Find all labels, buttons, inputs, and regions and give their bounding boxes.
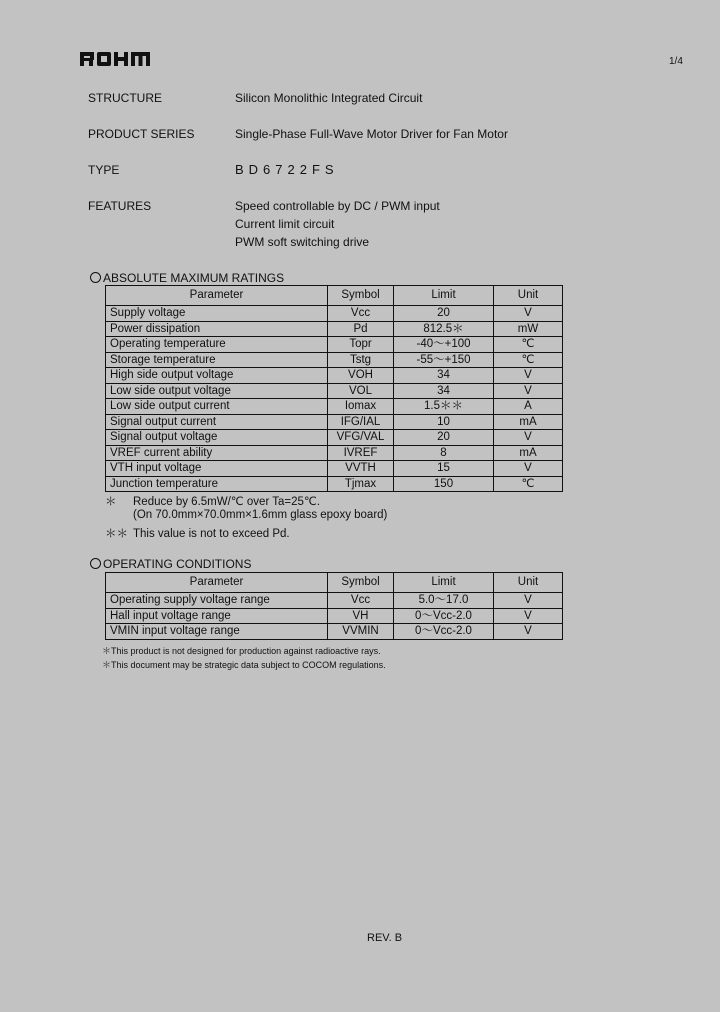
table-header-row xyxy=(106,286,563,306)
feature-item: Current limit circuit xyxy=(235,217,335,231)
symbol-cell: IFG/IAL xyxy=(328,414,394,430)
page-number: 1/4 xyxy=(669,56,683,67)
limit-cell: 20 xyxy=(394,430,494,446)
note-mark: ＊＊ xyxy=(105,528,128,540)
unit-cell: V xyxy=(494,593,563,609)
table-row xyxy=(106,337,563,353)
symbol-cell: Vcc xyxy=(328,306,394,322)
header-parameter: Parameter xyxy=(106,286,328,306)
symbol-cell: Tjmax xyxy=(328,476,394,492)
param-cell: Power dissipation xyxy=(106,321,328,337)
table-row xyxy=(106,321,563,337)
limit-cell: 15 xyxy=(394,461,494,477)
table-row xyxy=(106,352,563,368)
product-series-label: PRODUCT SERIES xyxy=(88,127,195,141)
operating-note: ＊This document may be strategic data subject to COCOM regulations. xyxy=(102,660,386,670)
symbol-cell: IVREF xyxy=(328,445,394,461)
limit-cell: 812.5＊ xyxy=(394,321,494,337)
symbol-cell: Topr xyxy=(328,337,394,353)
header-parameter: Parameter xyxy=(106,573,328,593)
param-cell: High side output voltage xyxy=(106,368,328,384)
feature-item: PWM soft switching drive xyxy=(235,235,370,249)
symbol-cell: Pd xyxy=(328,321,394,337)
limit-cell: 0～Vcc-2.0 xyxy=(394,608,494,624)
header-symbol: Symbol xyxy=(328,573,394,593)
symbol-cell: Iomax xyxy=(328,399,394,415)
symbol-cell: VVMIN xyxy=(328,624,394,640)
unit-cell: ℃ xyxy=(494,476,563,492)
unit-cell: mA xyxy=(494,414,563,430)
operating-title-text: OPERATING CONDITIONS xyxy=(103,557,252,571)
operating-note: ＊This product is not designed for production against radioactive rays. xyxy=(102,646,381,656)
table-row xyxy=(106,624,563,640)
unit-cell: mW xyxy=(494,321,563,337)
header-symbol: Symbol xyxy=(328,286,394,306)
features-label: FEATURES xyxy=(88,199,152,213)
limit-cell: 10 xyxy=(394,414,494,430)
structure-label: STRUCTURE xyxy=(88,91,162,105)
limit-cell: 5.0～17.0 xyxy=(394,593,494,609)
table-row xyxy=(106,383,563,399)
table-header-row xyxy=(106,573,563,593)
param-cell: Operating temperature xyxy=(106,337,328,353)
circle-bullet-icon xyxy=(90,558,101,569)
unit-cell: V xyxy=(494,306,563,322)
limit-cell: 8 xyxy=(394,445,494,461)
note-text: This value is not to exceed Pd. xyxy=(133,528,290,540)
feature-item: Speed controllable by DC / PWM input xyxy=(235,199,440,213)
table-row xyxy=(106,608,563,624)
operating-table xyxy=(105,572,563,640)
symbol-cell: VOL xyxy=(328,383,394,399)
note-text: Reduce by 6.5mW/℃ over Ta=25℃. xyxy=(133,496,321,508)
symbol-cell: Tstg xyxy=(328,352,394,368)
abs-max-title-text: ABSOLUTE MAXIMUM RATINGS xyxy=(103,271,285,285)
abs-max-title xyxy=(90,271,284,285)
operating-title xyxy=(90,557,251,571)
symbol-cell: VH xyxy=(328,608,394,624)
param-cell: Signal output current xyxy=(106,414,328,430)
param-cell: VTH input voltage xyxy=(106,461,328,477)
table-row xyxy=(106,368,563,384)
unit-cell: V xyxy=(494,430,563,446)
header-unit: Unit xyxy=(494,573,563,593)
unit-cell: V xyxy=(494,624,563,640)
param-cell: Hall input voltage range xyxy=(106,608,328,624)
table-row xyxy=(106,414,563,430)
unit-cell: V xyxy=(494,368,563,384)
param-cell: Signal output voltage xyxy=(106,430,328,446)
param-cell: Low side output voltage xyxy=(106,383,328,399)
table-row xyxy=(106,306,563,322)
unit-cell: ℃ xyxy=(494,352,563,368)
symbol-cell: VVTH xyxy=(328,461,394,477)
param-cell: Low side output current xyxy=(106,399,328,415)
symbol-cell: Vcc xyxy=(328,593,394,609)
rohm-logo xyxy=(80,50,150,68)
abs-note-2 xyxy=(105,525,290,541)
product-series-value: Single-Phase Full-Wave Motor Driver for Fan Motor xyxy=(235,127,508,141)
circle-bullet-icon xyxy=(90,272,101,283)
abs-note-1 xyxy=(105,493,320,509)
abs-note-1b: (On 70.0mm×70.0mm×1.6mm glass epoxy board) xyxy=(133,509,388,521)
unit-cell: V xyxy=(494,608,563,624)
limit-cell: 20 xyxy=(394,306,494,322)
symbol-cell: VOH xyxy=(328,368,394,384)
table-row xyxy=(106,461,563,477)
limit-cell: 0～Vcc-2.0 xyxy=(394,624,494,640)
unit-cell: A xyxy=(494,399,563,415)
structure-value: Silicon Monolithic Integrated Circuit xyxy=(235,91,423,105)
param-cell: VREF current ability xyxy=(106,445,328,461)
table-row xyxy=(106,445,563,461)
table-row xyxy=(106,593,563,609)
header-limit: Limit xyxy=(394,573,494,593)
abs-max-table xyxy=(105,285,563,492)
type-value: BD6722FS xyxy=(235,162,339,177)
header-unit: Unit xyxy=(494,286,563,306)
param-cell: Operating supply voltage range xyxy=(106,593,328,609)
limit-cell: 150 xyxy=(394,476,494,492)
table-row xyxy=(106,430,563,446)
limit-cell: -40～+100 xyxy=(394,337,494,353)
table-row xyxy=(106,476,563,492)
param-cell: VMIN input voltage range xyxy=(106,624,328,640)
param-cell: Supply voltage xyxy=(106,306,328,322)
unit-cell: V xyxy=(494,383,563,399)
limit-cell: 34 xyxy=(394,368,494,384)
symbol-cell: VFG/VAL xyxy=(328,430,394,446)
header-limit: Limit xyxy=(394,286,494,306)
unit-cell: mA xyxy=(494,445,563,461)
param-cell: Junction temperature xyxy=(106,476,328,492)
limit-cell: -55～+150 xyxy=(394,352,494,368)
unit-cell: ℃ xyxy=(494,337,563,353)
revision-label: REV. B xyxy=(367,932,403,944)
limit-cell: 34 xyxy=(394,383,494,399)
table-row xyxy=(106,399,563,415)
note-mark: ＊ xyxy=(105,496,117,508)
type-label: TYPE xyxy=(88,163,120,177)
unit-cell: V xyxy=(494,461,563,477)
limit-cell: 1.5＊＊ xyxy=(394,399,494,415)
param-cell: Storage temperature xyxy=(106,352,328,368)
